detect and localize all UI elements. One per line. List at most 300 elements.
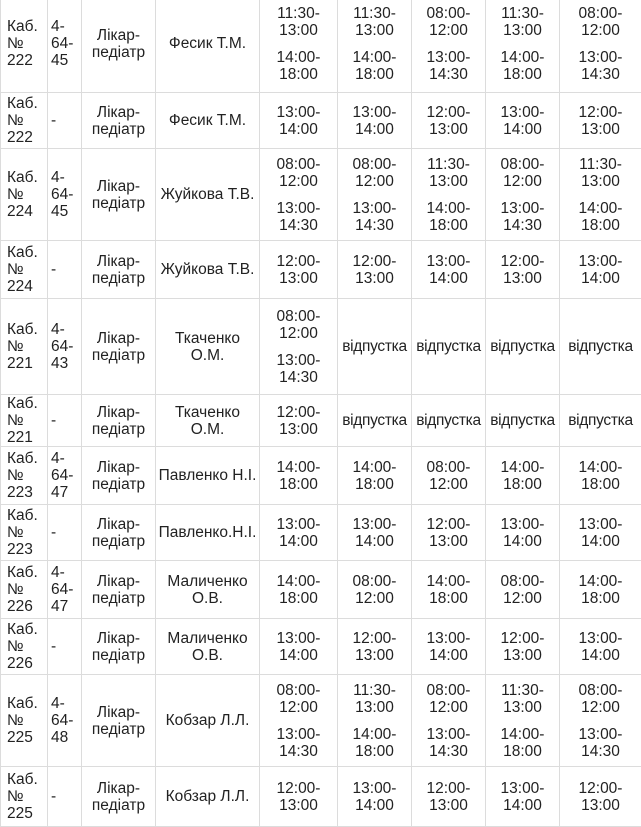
time-end: 12:00 bbox=[260, 325, 337, 342]
role-cell bbox=[82, 619, 156, 675]
time-slot bbox=[412, 516, 485, 550]
time-end: 18:00 bbox=[338, 476, 411, 493]
cabinet-cell-line: № bbox=[7, 788, 47, 805]
phone-cell-line: 64- bbox=[51, 467, 81, 484]
phone-cell bbox=[48, 93, 82, 149]
time-start: 11:30- bbox=[560, 156, 641, 173]
time-slot bbox=[560, 104, 641, 138]
role-cell bbox=[82, 93, 156, 149]
schedule-cell bbox=[486, 395, 560, 447]
role-cell-line: педіатр bbox=[82, 797, 155, 814]
cabinet-cell-line: № bbox=[7, 35, 47, 52]
time-end: 18:00 bbox=[260, 590, 337, 607]
time-start: 12:00- bbox=[338, 253, 411, 270]
time-start: 14:00- bbox=[338, 49, 411, 66]
time-slot bbox=[486, 573, 559, 607]
doctor-cell-line: Жуйкова Т.В. bbox=[156, 261, 259, 278]
schedule-cell bbox=[412, 149, 486, 241]
time-slot bbox=[560, 253, 641, 287]
time-end: 14:00 bbox=[560, 647, 641, 664]
schedule-cell bbox=[412, 299, 486, 395]
time-slot bbox=[338, 200, 411, 234]
schedule-cell bbox=[486, 767, 560, 827]
cabinet-cell bbox=[1, 241, 48, 299]
schedule-cell bbox=[260, 505, 338, 561]
cabinet-cell-line: Каб. bbox=[7, 395, 47, 412]
role-cell-line: Лікар- bbox=[82, 516, 155, 533]
cabinet-cell-line: № bbox=[7, 581, 47, 598]
cabinet-cell bbox=[1, 299, 48, 395]
time-start: 08:00- bbox=[412, 5, 485, 22]
phone-cell bbox=[48, 561, 82, 619]
time-start: 13:00- bbox=[412, 49, 485, 66]
vacation-label: відпустка bbox=[486, 412, 559, 429]
schedule-cell bbox=[560, 149, 641, 241]
role-cell-line: педіатр bbox=[82, 270, 155, 287]
schedule-cell bbox=[560, 447, 641, 505]
time-end: 14:30 bbox=[412, 743, 485, 760]
role-cell-line: педіатр bbox=[82, 121, 155, 138]
time-slot bbox=[486, 5, 559, 39]
time-start: 14:00- bbox=[560, 573, 641, 590]
doctor-cell bbox=[156, 241, 260, 299]
doctor-cell bbox=[156, 675, 260, 767]
cabinet-cell-line: № bbox=[7, 338, 47, 355]
time-slot bbox=[260, 404, 337, 438]
time-end: 14:00 bbox=[486, 533, 559, 550]
doctor-cell bbox=[156, 561, 260, 619]
cabinet-cell-line: № bbox=[7, 261, 47, 278]
schedule-cell bbox=[260, 447, 338, 505]
time-start: 14:00- bbox=[412, 573, 485, 590]
time-slot bbox=[260, 682, 337, 716]
phone-cell bbox=[48, 619, 82, 675]
time-slot bbox=[486, 726, 559, 760]
phone-cell-line: - bbox=[51, 524, 81, 541]
time-slot bbox=[560, 459, 641, 493]
time-end: 18:00 bbox=[260, 476, 337, 493]
time-start: 13:00- bbox=[260, 516, 337, 533]
time-slot bbox=[412, 49, 485, 83]
schedule-cell bbox=[412, 0, 486, 93]
phone-cell bbox=[48, 767, 82, 827]
time-start: 12:00- bbox=[260, 404, 337, 421]
schedule-cell bbox=[560, 93, 641, 149]
time-start: 13:00- bbox=[412, 630, 485, 647]
time-end: 18:00 bbox=[338, 743, 411, 760]
schedule-cell bbox=[412, 505, 486, 561]
role-cell-line: Лікар- bbox=[82, 104, 155, 121]
schedule-cell bbox=[338, 767, 412, 827]
time-end: 13:00 bbox=[560, 173, 641, 190]
schedule-cell bbox=[412, 767, 486, 827]
time-start: 08:00- bbox=[260, 682, 337, 699]
phone-cell-line: 47 bbox=[51, 598, 81, 615]
vacation-label: відпустка bbox=[412, 338, 485, 355]
phone-cell bbox=[48, 0, 82, 93]
time-slot bbox=[412, 780, 485, 814]
time-slot bbox=[260, 630, 337, 664]
cabinet-cell bbox=[1, 767, 48, 827]
time-slot bbox=[486, 780, 559, 814]
schedule-cell bbox=[486, 299, 560, 395]
role-cell-line: педіатр bbox=[82, 421, 155, 438]
time-end: 13:00 bbox=[338, 22, 411, 39]
time-end: 14:00 bbox=[486, 121, 559, 138]
time-start: 08:00- bbox=[338, 156, 411, 173]
schedule-cell bbox=[338, 149, 412, 241]
time-start: 12:00- bbox=[486, 253, 559, 270]
time-start: 08:00- bbox=[412, 459, 485, 476]
schedule-cell bbox=[338, 395, 412, 447]
table-row bbox=[1, 619, 641, 675]
schedule-cell bbox=[486, 447, 560, 505]
role-cell-line: Лікар- bbox=[82, 630, 155, 647]
vacation-label: відпустка bbox=[560, 338, 641, 355]
cabinet-cell-line: № bbox=[7, 112, 47, 129]
time-end: 14:00 bbox=[260, 647, 337, 664]
schedule-cell bbox=[486, 505, 560, 561]
time-slot bbox=[260, 352, 337, 386]
time-start: 13:00- bbox=[260, 104, 337, 121]
time-end: 12:00 bbox=[560, 699, 641, 716]
schedule-cell bbox=[260, 299, 338, 395]
time-end: 14:00 bbox=[412, 270, 485, 287]
role-cell-line: Лікар- bbox=[82, 27, 155, 44]
time-slot bbox=[560, 630, 641, 664]
role-cell-line: педіатр bbox=[82, 533, 155, 550]
cabinet-cell-line: № bbox=[7, 186, 47, 203]
phone-cell-line: 4- bbox=[51, 169, 81, 186]
phone-cell-line: 4- bbox=[51, 564, 81, 581]
cabinet-cell-line: Каб. bbox=[7, 507, 47, 524]
time-start: 12:00- bbox=[412, 516, 485, 533]
time-start: 12:00- bbox=[338, 630, 411, 647]
time-start: 12:00- bbox=[412, 780, 485, 797]
role-cell-line: Лікар- bbox=[82, 404, 155, 421]
time-slot bbox=[486, 200, 559, 234]
phone-cell-line: - bbox=[51, 261, 81, 278]
vacation-label: відпустка bbox=[338, 338, 411, 355]
time-end: 14:00 bbox=[560, 533, 641, 550]
cabinet-cell-line: Каб. bbox=[7, 18, 47, 35]
schedule-cell bbox=[338, 299, 412, 395]
time-end: 14:30 bbox=[260, 743, 337, 760]
time-start: 13:00- bbox=[260, 630, 337, 647]
time-slot bbox=[338, 459, 411, 493]
time-end: 13:00 bbox=[412, 533, 485, 550]
time-slot bbox=[338, 573, 411, 607]
phone-cell bbox=[48, 447, 82, 505]
phone-cell-line: 45 bbox=[51, 203, 81, 220]
phone-cell bbox=[48, 149, 82, 241]
time-start: 08:00- bbox=[412, 682, 485, 699]
schedule-cell bbox=[560, 241, 641, 299]
doctor-cell bbox=[156, 395, 260, 447]
time-slot bbox=[560, 573, 641, 607]
time-end: 13:00 bbox=[486, 270, 559, 287]
doctor-cell-line: Маличенко bbox=[156, 630, 259, 647]
schedule-cell bbox=[560, 561, 641, 619]
time-start: 11:30- bbox=[260, 5, 337, 22]
time-slot bbox=[486, 459, 559, 493]
role-cell-line: педіатр bbox=[82, 721, 155, 738]
cabinet-cell-line: Каб. bbox=[7, 450, 47, 467]
time-slot bbox=[560, 780, 641, 814]
schedule-cell bbox=[486, 149, 560, 241]
cabinet-cell-line: Каб. bbox=[7, 244, 47, 261]
schedule-cell bbox=[412, 675, 486, 767]
time-slot bbox=[486, 253, 559, 287]
cabinet-cell bbox=[1, 561, 48, 619]
time-slot bbox=[338, 780, 411, 814]
time-start: 13:00- bbox=[412, 253, 485, 270]
doctor-cell-line: Ткаченко bbox=[156, 330, 259, 347]
cabinet-cell bbox=[1, 395, 48, 447]
schedule-cell bbox=[560, 0, 641, 93]
time-slot bbox=[338, 630, 411, 664]
time-end: 14:00 bbox=[338, 533, 411, 550]
time-slot bbox=[412, 5, 485, 39]
time-end: 12:00 bbox=[260, 699, 337, 716]
time-start: 14:00- bbox=[412, 200, 485, 217]
cabinet-cell-line: Каб. bbox=[7, 771, 47, 788]
cabinet-cell bbox=[1, 0, 48, 93]
time-end: 13:00 bbox=[260, 22, 337, 39]
doctor-cell bbox=[156, 505, 260, 561]
cabinet-cell-line: 225 bbox=[7, 805, 47, 822]
time-start: 13:00- bbox=[560, 49, 641, 66]
time-end: 13:00 bbox=[338, 699, 411, 716]
schedule-cell bbox=[486, 675, 560, 767]
doctor-cell-line: О.М. bbox=[156, 347, 259, 364]
time-start: 13:00- bbox=[560, 516, 641, 533]
time-start: 08:00- bbox=[560, 5, 641, 22]
schedule-cell bbox=[260, 0, 338, 93]
time-slot bbox=[260, 308, 337, 342]
time-end: 14:00 bbox=[560, 270, 641, 287]
doctor-cell-line: О.М. bbox=[156, 421, 259, 438]
time-end: 12:00 bbox=[338, 173, 411, 190]
role-cell-line: Лікар- bbox=[82, 780, 155, 797]
time-end: 13:00 bbox=[486, 647, 559, 664]
time-end: 12:00 bbox=[486, 173, 559, 190]
time-end: 14:00 bbox=[412, 647, 485, 664]
schedule-cell bbox=[338, 241, 412, 299]
time-start: 14:00- bbox=[260, 573, 337, 590]
time-start: 14:00- bbox=[560, 459, 641, 476]
role-cell-line: Лікар- bbox=[82, 573, 155, 590]
phone-cell-line: - bbox=[51, 788, 81, 805]
cabinet-cell-line: № bbox=[7, 712, 47, 729]
cabinet-cell-line: 222 bbox=[7, 52, 47, 69]
cabinet-cell-line: Каб. bbox=[7, 95, 47, 112]
time-slot bbox=[260, 516, 337, 550]
time-slot bbox=[412, 200, 485, 234]
time-start: 12:00- bbox=[560, 780, 641, 797]
schedule-cell bbox=[338, 675, 412, 767]
doctor-cell bbox=[156, 767, 260, 827]
cabinet-cell-line: 224 bbox=[7, 203, 47, 220]
table-row bbox=[1, 561, 641, 619]
schedule-cell bbox=[260, 561, 338, 619]
time-end: 14:30 bbox=[560, 66, 641, 83]
time-slot bbox=[412, 104, 485, 138]
schedule-cell bbox=[338, 561, 412, 619]
time-end: 14:00 bbox=[338, 121, 411, 138]
phone-cell-line: - bbox=[51, 112, 81, 129]
time-end: 14:30 bbox=[560, 743, 641, 760]
time-end: 13:00 bbox=[412, 121, 485, 138]
doctor-cell bbox=[156, 619, 260, 675]
time-start: 14:00- bbox=[486, 726, 559, 743]
phone-cell bbox=[48, 395, 82, 447]
cabinet-cell-line: № bbox=[7, 524, 47, 541]
time-start: 14:00- bbox=[486, 459, 559, 476]
time-start: 13:00- bbox=[486, 780, 559, 797]
schedule-cell bbox=[486, 619, 560, 675]
time-slot bbox=[260, 156, 337, 190]
time-start: 08:00- bbox=[260, 156, 337, 173]
time-slot bbox=[560, 516, 641, 550]
time-slot bbox=[260, 573, 337, 607]
time-slot bbox=[260, 726, 337, 760]
table-row bbox=[1, 149, 641, 241]
time-start: 14:00- bbox=[260, 49, 337, 66]
time-start: 14:00- bbox=[260, 459, 337, 476]
time-slot bbox=[338, 516, 411, 550]
schedule-cell bbox=[260, 93, 338, 149]
schedule-cell bbox=[338, 619, 412, 675]
phone-cell-line: - bbox=[51, 412, 81, 429]
phone-cell-line: 4- bbox=[51, 450, 81, 467]
cabinet-cell-line: 226 bbox=[7, 598, 47, 615]
cabinet-cell bbox=[1, 93, 48, 149]
time-slot bbox=[412, 459, 485, 493]
time-start: 11:30- bbox=[486, 5, 559, 22]
time-slot bbox=[560, 5, 641, 39]
time-end: 14:00 bbox=[260, 121, 337, 138]
doctor-cell-line: Кобзар Л.Л. bbox=[156, 788, 259, 805]
time-slot bbox=[412, 726, 485, 760]
phone-cell-line: 4- bbox=[51, 18, 81, 35]
time-start: 13:00- bbox=[560, 253, 641, 270]
time-start: 12:00- bbox=[260, 780, 337, 797]
time-end: 12:00 bbox=[412, 699, 485, 716]
cabinet-cell-line: № bbox=[7, 638, 47, 655]
time-slot bbox=[260, 104, 337, 138]
time-end: 12:00 bbox=[338, 590, 411, 607]
time-slot bbox=[260, 49, 337, 83]
time-start: 08:00- bbox=[486, 573, 559, 590]
time-start: 13:00- bbox=[560, 630, 641, 647]
time-end: 13:00 bbox=[486, 699, 559, 716]
role-cell bbox=[82, 447, 156, 505]
schedule-cell bbox=[338, 447, 412, 505]
time-end: 18:00 bbox=[260, 66, 337, 83]
doctor-cell-line: Маличенко bbox=[156, 573, 259, 590]
schedule-cell bbox=[486, 93, 560, 149]
vacation-label: відпустка bbox=[338, 412, 411, 429]
time-end: 13:00 bbox=[338, 647, 411, 664]
role-cell bbox=[82, 0, 156, 93]
role-cell-line: Лікар- bbox=[82, 178, 155, 195]
time-slot bbox=[260, 253, 337, 287]
phone-cell-line: 4- bbox=[51, 695, 81, 712]
phone-cell bbox=[48, 675, 82, 767]
time-start: 14:00- bbox=[338, 726, 411, 743]
time-end: 13:00 bbox=[412, 797, 485, 814]
time-end: 12:00 bbox=[260, 173, 337, 190]
cabinet-cell-line: 223 bbox=[7, 484, 47, 501]
vacation-label: відпустка bbox=[486, 338, 559, 355]
time-start: 12:00- bbox=[486, 630, 559, 647]
time-end: 18:00 bbox=[486, 66, 559, 83]
doctor-cell-line: Ткаченко bbox=[156, 404, 259, 421]
cabinet-cell-line: № bbox=[7, 467, 47, 484]
schedule-cell bbox=[338, 0, 412, 93]
time-end: 14:00 bbox=[260, 533, 337, 550]
phone-cell-line: 43 bbox=[51, 355, 81, 372]
schedule-cell bbox=[560, 767, 641, 827]
time-end: 18:00 bbox=[338, 66, 411, 83]
doctor-cell-line: Жуйкова Т.В. bbox=[156, 186, 259, 203]
phone-cell bbox=[48, 299, 82, 395]
cabinet-cell-line: 226 bbox=[7, 655, 47, 672]
doctor-cell-line: О.В. bbox=[156, 590, 259, 607]
schedule-cell bbox=[260, 241, 338, 299]
time-start: 13:00- bbox=[338, 780, 411, 797]
time-slot bbox=[560, 49, 641, 83]
time-start: 08:00- bbox=[338, 573, 411, 590]
time-slot bbox=[486, 630, 559, 664]
cabinet-cell-line: Каб. bbox=[7, 564, 47, 581]
phone-cell-line: - bbox=[51, 638, 81, 655]
time-slot bbox=[486, 682, 559, 716]
time-start: 14:00- bbox=[338, 459, 411, 476]
cabinet-cell-line: 221 bbox=[7, 355, 47, 372]
time-start: 14:00- bbox=[486, 49, 559, 66]
time-slot bbox=[260, 459, 337, 493]
table-row bbox=[1, 93, 641, 149]
time-slot bbox=[560, 156, 641, 190]
time-start: 14:00- bbox=[560, 200, 641, 217]
time-slot bbox=[260, 200, 337, 234]
vacation-label: відпустка bbox=[560, 412, 641, 429]
role-cell bbox=[82, 767, 156, 827]
table-row bbox=[1, 0, 641, 93]
phone-cell-line: 45 bbox=[51, 52, 81, 69]
time-end: 18:00 bbox=[486, 476, 559, 493]
role-cell-line: Лікар- bbox=[82, 704, 155, 721]
time-start: 13:00- bbox=[338, 516, 411, 533]
cabinet-cell bbox=[1, 619, 48, 675]
role-cell-line: педіатр bbox=[82, 590, 155, 607]
time-end: 14:30 bbox=[260, 369, 337, 386]
time-slot bbox=[560, 682, 641, 716]
role-cell-line: педіатр bbox=[82, 647, 155, 664]
phone-cell-line: 64- bbox=[51, 712, 81, 729]
doctor-cell bbox=[156, 149, 260, 241]
time-start: 12:00- bbox=[260, 253, 337, 270]
phone-cell-line: 48 bbox=[51, 729, 81, 746]
time-end: 12:00 bbox=[412, 476, 485, 493]
role-cell bbox=[82, 675, 156, 767]
time-start: 13:00- bbox=[412, 726, 485, 743]
cabinet-cell-line: Каб. bbox=[7, 695, 47, 712]
cabinet-cell-line: № bbox=[7, 412, 47, 429]
time-end: 14:30 bbox=[338, 217, 411, 234]
